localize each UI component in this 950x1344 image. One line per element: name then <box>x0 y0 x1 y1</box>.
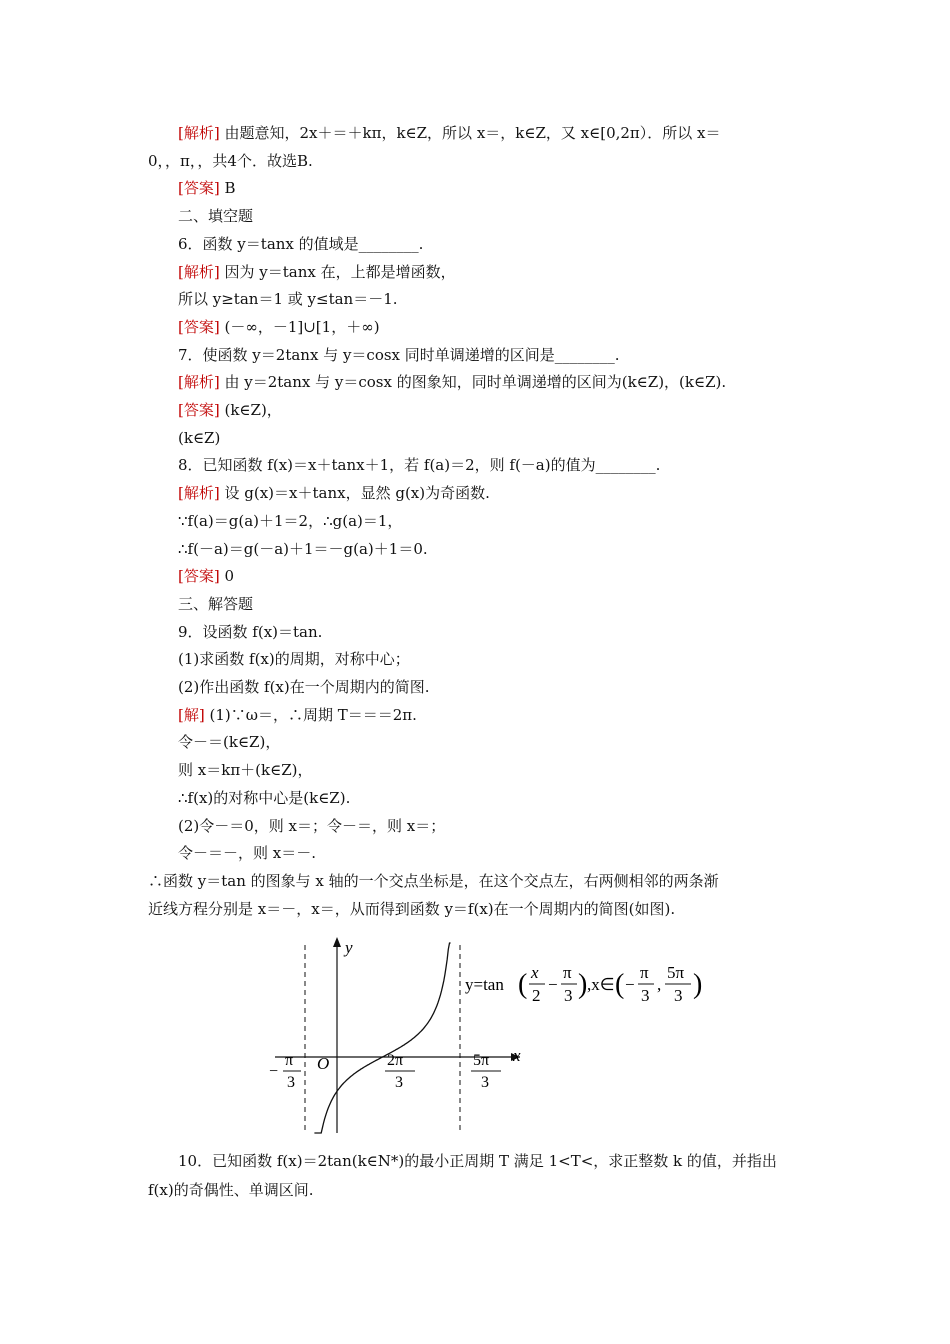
text-line <box>178 566 234 586</box>
formula-frac1-den: 2 <box>532 986 541 1005</box>
line-text: 9．设函数 f(x)＝tan. <box>178 623 323 641</box>
answer-tag: [答案] <box>178 567 220 585</box>
line-text: ∵f(a)＝g(a)＋1＝2，∴g(a)＝1， <box>178 512 403 530</box>
line-text: 设 g(x)＝x＋tanx，显然 g(x)为奇函数. <box>219 484 490 502</box>
text-line <box>178 732 280 752</box>
line-text: (k∈Z) <box>178 429 221 447</box>
text-line <box>178 760 313 780</box>
tick-left-num: π <box>285 1052 294 1069</box>
tick-left-minus: − <box>269 1063 279 1080</box>
tick-mid-den: 3 <box>395 1074 403 1091</box>
text-line <box>148 871 719 891</box>
text-line <box>178 428 220 448</box>
formula-frac2-num: π <box>563 963 572 982</box>
answer-tag: [解] <box>178 706 205 724</box>
line-text: 由 y＝2tanx 与 y＝cosx 的图象知，同时单调递增的区间为(k∈Z)，(k∈Z). <box>219 373 727 391</box>
text-line <box>178 622 322 642</box>
text-line <box>178 1151 777 1171</box>
text-line <box>178 816 445 836</box>
text-line <box>178 234 423 254</box>
line-text: (1)∵ω＝，∴周期 T＝＝＝2π. <box>204 706 417 724</box>
text-line <box>178 511 402 531</box>
line-text: 8．已知函数 f(x)＝x＋tanx＋1，若 f(a)＝2，则 f(－a)的值为________. <box>178 456 661 474</box>
line-text: 由题意知，2x＋＝＋kπ，k∈Z，所以 x＝，k∈Z，又 x∈[0,2π）．所以 x＝ <box>219 124 721 142</box>
interval-right-den: 3 <box>674 986 683 1005</box>
text-line <box>178 539 428 559</box>
interval-left-den: 3 <box>641 986 650 1005</box>
answer-tag: [解析] <box>178 373 220 391</box>
origin-label: O <box>317 1054 330 1073</box>
text-line <box>148 899 675 919</box>
formula-in: ,x∈ <box>587 975 615 994</box>
tick-mid-num: 2π <box>387 1052 404 1069</box>
text-line <box>178 262 456 282</box>
text-line <box>178 677 430 697</box>
line-text: 三、解答题 <box>178 595 254 613</box>
line-text: 因为 y＝tanx 在，上都是增函数， <box>219 263 456 281</box>
answer-tag: [答案] <box>178 318 220 336</box>
text-line <box>178 483 490 503</box>
formula-close-paren: ) <box>578 969 588 1000</box>
text-line <box>178 372 726 392</box>
interval-open-paren: ( <box>615 969 625 1000</box>
formula-minus: − <box>548 975 558 994</box>
line-text: (1)求函数 f(x)的周期，对称中心； <box>178 650 410 668</box>
text-line <box>178 289 398 309</box>
formula-open-paren: ( <box>518 969 528 1000</box>
line-text: B <box>219 179 236 197</box>
line-text: 则 x＝kπ＋(k∈Z)， <box>178 761 313 779</box>
line-text: 所以 y≥tan＝1 或 y≤tan＝－1. <box>178 290 398 308</box>
line-text: 0，，π，，共4个．故选B. <box>148 152 313 170</box>
x-axis-label: x <box>513 1046 521 1065</box>
tick-right-den: 3 <box>481 1074 489 1091</box>
text-line <box>178 843 316 863</box>
interval-left-minus: − <box>625 975 635 994</box>
tan-graph-figure <box>265 935 735 1135</box>
line-text: 10．已知函数 f(x)＝2tan(k∈N*)的最小正周期 T 满足 1<T<，求正整数 k 的值，并指出 <box>178 1152 777 1170</box>
interval-comma: , <box>657 975 662 994</box>
line-text: 6．函数 y＝tanx 的值域是________. <box>178 235 424 253</box>
text-line <box>178 455 660 475</box>
text-line <box>178 400 282 420</box>
curve-formula <box>465 963 702 1005</box>
interval-close-paren: ) <box>693 969 703 1000</box>
interval-right-num: 5π <box>667 963 685 982</box>
line-text: (2)作出函数 f(x)在一个周期内的简图. <box>178 678 430 696</box>
text-line <box>178 206 253 226</box>
line-text: 近线方程分别是 x＝－，x＝，从而得到函数 y＝f(x)在一个周期内的简图(如图). <box>148 900 676 918</box>
y-axis-label: y <box>345 938 353 957</box>
text-line <box>178 178 236 198</box>
text-line <box>148 151 313 171</box>
answer-tag: [解析] <box>178 124 220 142</box>
text-line <box>178 317 380 337</box>
formula-prefix: y=tan <box>465 975 504 994</box>
line-text: 令－＝－，则 x＝－. <box>178 844 316 862</box>
formula-frac1-num: x <box>531 963 539 982</box>
text-line <box>178 705 417 725</box>
formula-frac2-den: 3 <box>564 986 573 1005</box>
text-line <box>148 1180 313 1200</box>
interval-left-num: π <box>640 963 649 982</box>
text-line <box>178 345 620 365</box>
tick-right-num: 5π <box>473 1052 490 1069</box>
tan-curve <box>314 943 450 1133</box>
text-line <box>178 594 253 614</box>
line-text: 7．使函数 y＝2tanx 与 y＝cosx 同时单调递增的区间是________. <box>178 346 620 364</box>
line-text: 0 <box>219 567 235 585</box>
answer-tag: [解析] <box>178 263 220 281</box>
text-line <box>178 123 721 143</box>
tick-left-den: 3 <box>287 1074 295 1091</box>
line-text: ∴f(－a)＝g(－a)＋1＝－g(a)＋1＝0. <box>178 540 428 558</box>
line-text: f(x)的奇偶性、单调区间. <box>148 1181 314 1199</box>
line-text: (－∞，－1]∪[1，＋∞) <box>219 318 380 336</box>
text-line <box>178 649 410 669</box>
answer-tag: [答案] <box>178 179 220 197</box>
line-text: (k∈Z)， <box>219 401 282 419</box>
line-text: 二、填空题 <box>178 207 254 225</box>
y-axis-arrow <box>333 937 341 947</box>
text-line <box>178 788 350 808</box>
answer-tag: [答案] <box>178 401 220 419</box>
line-text: (2)令－＝0，则 x＝；令－＝，则 x＝； <box>178 817 446 835</box>
line-text: 令－＝(k∈Z)， <box>178 733 281 751</box>
line-text: ∴f(x)的对称中心是(k∈Z). <box>178 789 351 807</box>
line-text: ∴函数 y＝tan 的图象与 x 轴的一个交点坐标是，在这个交点左，右两侧相邻的两条渐 <box>148 872 719 890</box>
answer-tag: [解析] <box>178 484 220 502</box>
